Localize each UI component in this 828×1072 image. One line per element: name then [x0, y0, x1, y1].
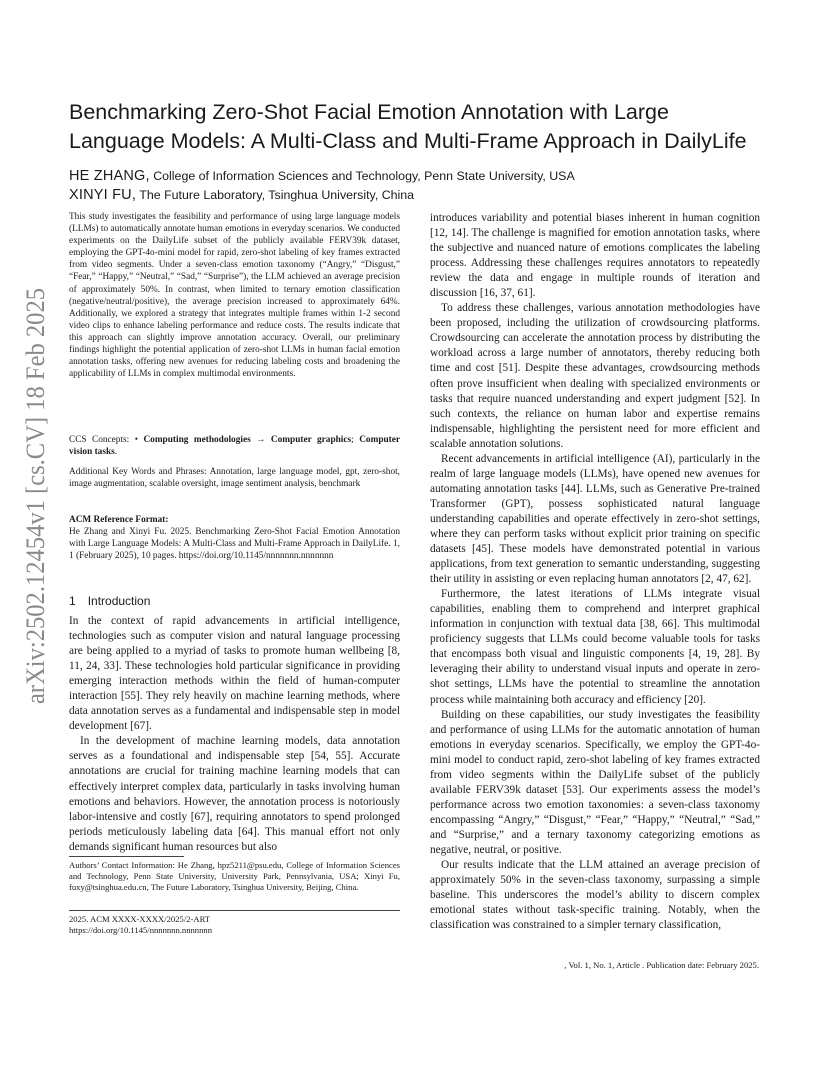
- section-number: 1: [69, 594, 76, 608]
- paragraph: In the development of machine learning models, data annotation serves as a foundational and indispensable step [54, 55]. Accurate annotations are crucial for training machine learning models that can effectively interpret complex data, particularly in tasks involving human emotions and behaviors. However, the annotation process is notoriously labor-intensive and costly [67], requiring annotators to spend prolonged periods meticulously labeling data [64]. This manual effort not only demands significant human resources but also: [69, 735, 400, 853]
- ccs-separator: ;: [351, 435, 354, 445]
- intro-right-column: [430, 211, 760, 933]
- copyright-rule: [69, 910, 400, 911]
- footnote: [69, 860, 400, 894]
- paragraph: To address these challenges, various annotation methodologies have been proposed, including the utilization of crowdsourcing platforms. Crowdsourcing can accelerate the annotation process by distributing the workload across a large number of annotators, thereby reducing both time and cost [51]. Despite these advantages, crowdsourcing methods often prove insufficient when dealing with specialized environments or tasks that require nuanced understanding and expert judgment [52]. In such contexts, the reliance on human labor and expertise remains indispensable, highlighting the persistent need for more efficient and scalable annotation solutions.: [430, 302, 760, 450]
- keywords-text: Additional Key Words and Phrases: Annotation, large language model, gpt, zero-shot, image augmentation, scalable oversight, image sentiment analysis, benchmark: [69, 467, 400, 490]
- acm-reference-text: He Zhang and Xinyi Fu. 2025. Benchmarking Zero-Shot Facial Emotion Annotation with Large Language Models: A Multi-Class and Multi-Frame Approach in DailyLife. 1, 1 (February 2025), 10 pages. https://doi.org/10.1145/nnnnnnn.nnnnnnn: [69, 527, 400, 562]
- keywords: [69, 466, 400, 490]
- author-line: [69, 168, 575, 184]
- footnote-text: Authors’ Contact Information: He Zhang, hpz5211@psu.edu, College of Information Sciences and Technology, Penn State University, University Park, Pennsylvania, USA; Xinyi Fu, fuxy@tsinghua.edu.cn, The Future Laboratory, Tsinghua University, Beijing, China.: [69, 860, 400, 893]
- ccs-concepts-primary: Computing methodologies → Computer graphics: [143, 435, 352, 445]
- author-line: [69, 187, 414, 203]
- intro-left-column: [69, 614, 400, 855]
- acm-reference: [69, 514, 400, 562]
- arxiv-stamp: [6, 286, 66, 706]
- paragraph: In the context of rapid advancements in artificial intelligence, technologies such as computer vision and natural language processing are being applied to a myriad of tasks to promote human wellbeing [8, 11, 24, 33]. These technologies hold particular significance in providing emerging interaction methods within the field of human-computer interaction [55]. They rely heavily on machine learning methods, where data annotation serves as a fundamental and indispensable step in model development [67].: [69, 615, 400, 733]
- author-name: XINYI FU,: [69, 187, 137, 203]
- ccs-concepts-secondary: Computer vision tasks: [69, 435, 401, 458]
- author-affiliation: The Future Laboratory, Tsinghua University, China: [139, 188, 415, 202]
- section-heading: [69, 594, 150, 608]
- paragraph: Building on these capabilities, our study investigates the feasibility and performance of using LLMs for the automatic annotation of human emotions in everyday scenarios. Specifically, we employ the GPT-4o-mini model to conduct rapid, zero-shot labeling of key frames extracted from video segments within the DailyLife subset of the publicly available FERV39k dataset [53]. Our experiments assess the model’s performance across two emotion taxonomies: a seven-class taxonomy encompassing “Angry,” “Disgust,” “Fear,” “Happy,” “Neutral,” “Sad,” and “Surprise,” and a ternary taxonomy categorizing emotions as negative, neutral, or positive.: [430, 708, 760, 856]
- acm-copyright: 2025. ACM XXXX-XXXX/2025/2-ART: [69, 914, 211, 924]
- paragraph: Our results indicate that the LLM attained an average precision of approximately 50% in the seven-class taxonomy, surpassing a simple baseline. This underscores the model’s ability to discern complex emotional states without task-specific training. Notably, when the classification was constrained to a simpler ternary classification,: [430, 859, 760, 932]
- paper-title: Benchmarking Zero-Shot Facial Emotion Annotation with Large Language Models: A Multi-Class and Multi-Frame Approach in DailyLife: [69, 100, 747, 153]
- doi-link[interactable]: https://doi.org/10.1145/nnnnnnn.nnnnnnn: [69, 925, 212, 936]
- paragraph: Recent advancements in artificial intelligence (AI), particularly in the realm of large language models (LLMs), have opened new avenues for automating annotation tasks [44]. LLMs, such as Generative Pre-trained Transformer (GPT), possess sophisticated natural language understanding capabilities and operate effectively in zero-shot settings, where they can perform tasks without explicit prior training on specific datasets [45]. These models have demonstrated potential in various applications, from text generation to semantic understanding, suggesting their utility in assisting or even replacing human annotators [2, 47, 62].: [430, 452, 760, 586]
- paragraph: introduces variability and potential biases inherent in human cognition [12, 14]. The challenge is magnified for emotion annotation tasks, where the subjective and nuanced nature of emotions complicates the labeling process. Addressing these challenges requires annotators to repeatedly review the data and engage in multiple rounds of iteration and discussion [16, 37, 61].: [430, 212, 760, 300]
- abstract-text: This study investigates the feasibility and performance of using large language models (LLMs) to automatically annotate human emotions in everyday scenarios. We conducted experiments on the DailyLife subset of the publicly available FERV39k dataset, employing the GPT-4o-mini model for rapid, zero-shot labeling of key frames extracted from video segments. Under a seven-class emotion taxonomy (“Angry,” “Disgust,” “Fear,” “Happy,” “Neutral,” “Sad,” “Surprise”), the LLM achieved an average precision of approximately 50%. In contrast, when limited to ternary emotion classification (negative/neutral/positive), the average precision increased to approximately 64%. Additionally, we explored a strategy that integrates multiple frames within 1-2 second video clips to enhance labeling performance and reduce costs. The results indicate that this approach can slightly improve annotation accuracy. Overall, our preliminary findings highlight the potential application of zero-shot LLMs in human facial emotion annotation tasks, offering new avenues for reducing labeling costs and broadening the applicability of LLMs in complex multimodal environments.: [69, 212, 400, 380]
- copyright-block: [69, 914, 400, 936]
- author-name: HE ZHANG,: [69, 168, 150, 184]
- ccs-label: CCS Concepts: •: [69, 435, 138, 445]
- ccs-end: .: [114, 447, 118, 458]
- ccs-concepts: [69, 434, 400, 458]
- acm-reference-heading: ACM Reference Format:: [69, 515, 169, 525]
- page-footer: , Vol. 1, No. 1, Article . Publication date: February 2025.: [564, 960, 759, 970]
- abstract: [69, 211, 400, 380]
- paragraph: Furthermore, the latest iterations of LLMs integrate visual capabilities, enabling them to comprehend and interpret graphical information in conjunction with textual data [38, 66]. This multimodal proficiency suggests that LLMs could become valuable tools for tasks that encompass both visual and linguistic components [4, 19, 28]. By leveraging their ability to understand visual inputs and operate in zero-shot settings, LLMs have the potential to streamline the annotation process while maintaining both accuracy and efficiency [20].: [430, 588, 760, 706]
- arxiv-stamp-text: arXiv:2502.12454v1 [cs.CV] 18 Feb 2025: [21, 286, 50, 704]
- footnote-rule: [69, 856, 184, 857]
- section-title: Introduction: [87, 594, 151, 608]
- author-affiliation: College of Information Sciences and Technology, Penn State University, USA: [153, 169, 575, 183]
